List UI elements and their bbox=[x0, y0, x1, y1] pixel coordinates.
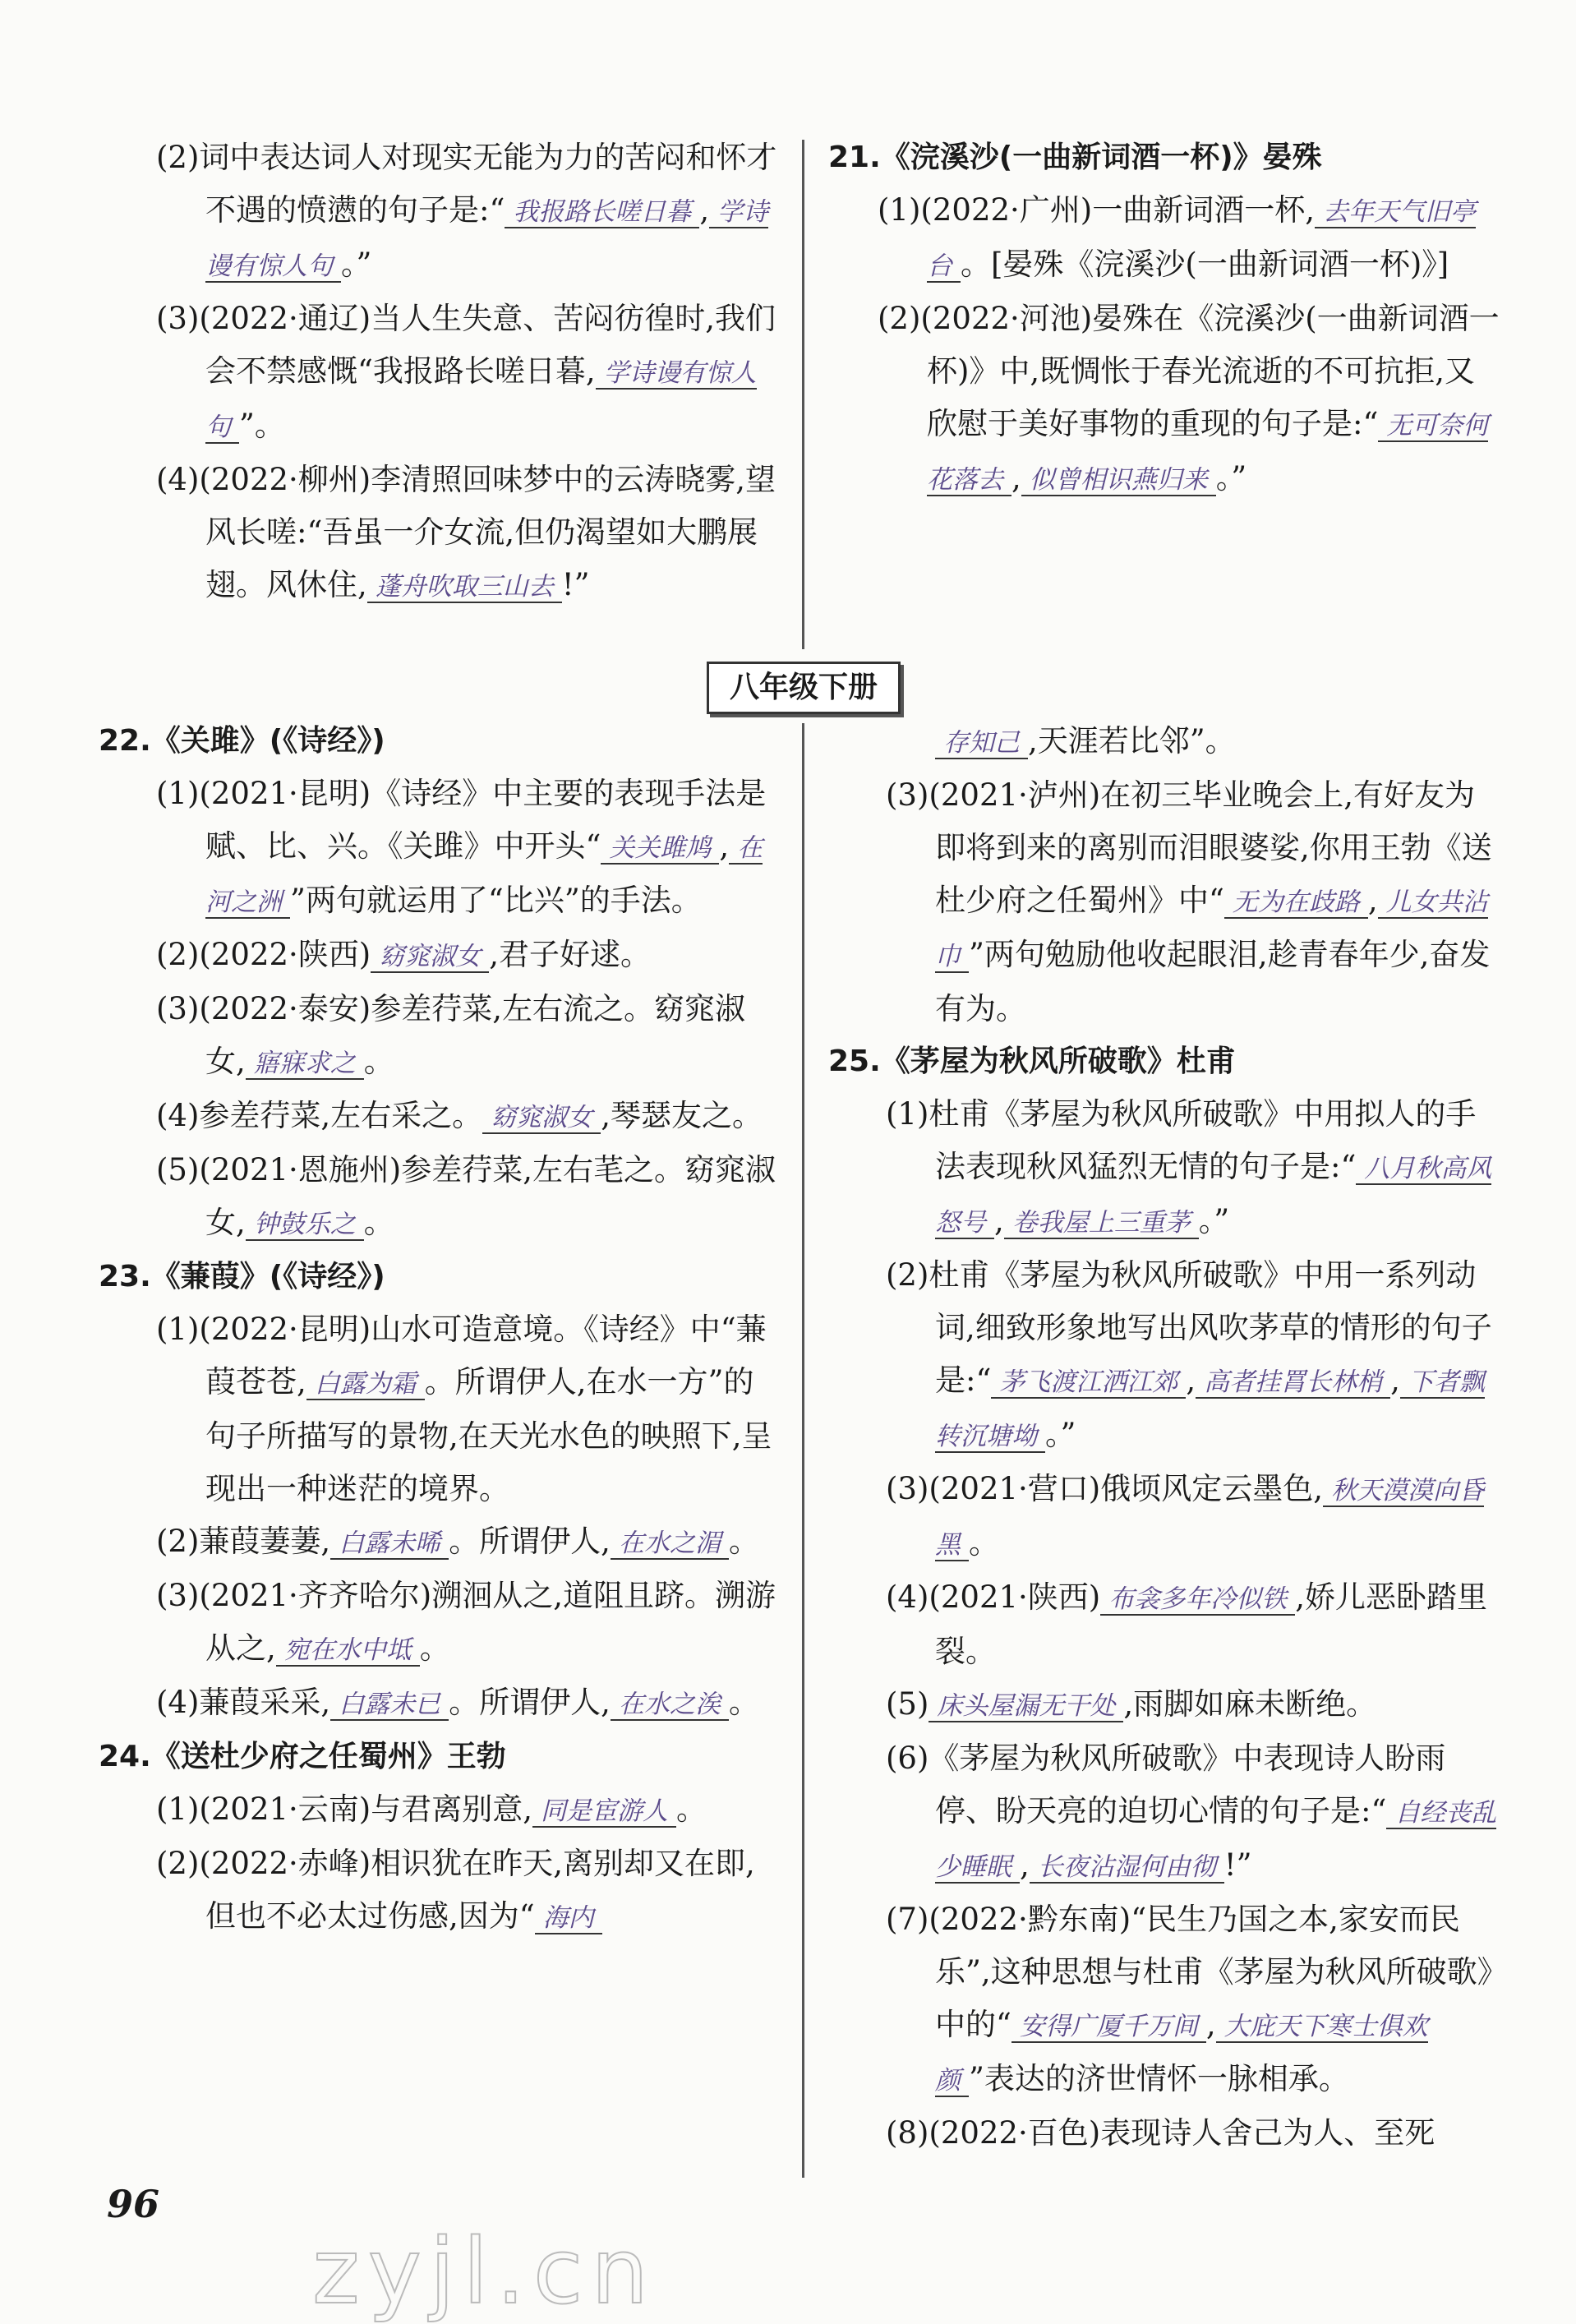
question-item: (3)(2021·泸州)在初三毕业晚会上,有好友为即将到来的离别而泪眼婆娑,你用王勃《送杜少府之任蜀州》中“ 无为在歧路 , 儿女共沾巾 ”两句勉励他收起眼泪,趁青春年少,奋发有为。 bbox=[886, 777, 1492, 1026]
section-heading: 22.《关雎》(《诗经》) bbox=[99, 724, 385, 758]
question-item: (6)《茅屋为秋风所破歌》中表现诗人盼雨停、盼天亮的迫切心情的句子是:“ 自经丧乱少睡眠 , 长夜沾湿何由彻 !” bbox=[886, 1741, 1497, 1883]
top-left-column bbox=[156, 131, 777, 613]
question-item: (3)(2021·齐齐哈尔)溯洄从之,道阻且跻。溯游从之, 宛在水中坻 。 bbox=[156, 1578, 776, 1666]
answer-blank: 下者飘转沉塘坳 bbox=[935, 1367, 1485, 1451]
watermark: zyjl.cn bbox=[312, 2219, 657, 2324]
answer-blank: 布衾多年冷似铁 bbox=[1100, 1584, 1295, 1616]
answer-blank: 在水之湄 bbox=[611, 1529, 729, 1560]
answer-blank: 似曾相识燕归来 bbox=[1021, 465, 1216, 496]
question-item: (1)(2021·云南)与君离别意, 同是宦游人 。 bbox=[156, 1791, 707, 1827]
section-heading: 25.《茅屋为秋风所破歌》杜甫 bbox=[828, 1044, 1236, 1078]
question-item: (4)蒹葭采采, 白露未已 。所谓伊人, 在水之涘 。 bbox=[156, 1685, 759, 1720]
column-divider bbox=[802, 723, 804, 2178]
answer-blank: 窈窕淑女 bbox=[482, 1103, 601, 1134]
answer-blank: 海内 bbox=[535, 1903, 602, 1934]
question-item: (2)杜甫《茅屋为秋风所破歌》中用一系列动词,细致形象地写出风吹茅草的情形的句子是:“ 茅飞渡江洒江郊 , 高者挂罥长林梢 , 下者飘转沉塘坳 。” bbox=[886, 1257, 1492, 1452]
column-divider bbox=[802, 140, 804, 649]
answer-blank: 卷我屋上三重茅 bbox=[1004, 1208, 1199, 1239]
answer-blank: 儿女共沾巾 bbox=[935, 888, 1488, 971]
question-item: (8)(2022·百色)表现诗人舍己为人、至死 bbox=[886, 2115, 1435, 2151]
answer-blank: 宛在水中坻 bbox=[276, 1635, 420, 1667]
answer-blank: 学诗谩有惊人句 bbox=[205, 358, 757, 442]
question-item: (4)参差荇菜,左右采之。 窈窕淑女 ,琴瑟友之。 bbox=[156, 1098, 763, 1133]
question-item: (3)(2021·营口)俄顷风定云墨色, 秋天漠漠向昏黑 。 bbox=[886, 1471, 1484, 1561]
answer-blank: 蓬舟吹取三山去 bbox=[367, 572, 562, 603]
bottom-right-column bbox=[828, 715, 1502, 2160]
answer-blank: 自经丧乱少睡眠 bbox=[935, 1798, 1497, 1882]
answer-blank: 茅飞渡江洒江郊 bbox=[991, 1367, 1186, 1399]
page-number: 96 bbox=[107, 2182, 160, 2226]
answer-blank: 去年天气旧亭台 bbox=[927, 197, 1476, 281]
answer-blank: 存知己 bbox=[935, 728, 1028, 759]
answer-blank: 白露为霜 bbox=[306, 1369, 425, 1400]
answer-blank: 窈窕淑女 bbox=[371, 942, 489, 973]
answer-blank: 高者挂罥长林梢 bbox=[1196, 1367, 1390, 1399]
answer-blank: 白露未晞 bbox=[330, 1529, 449, 1560]
section-heading: 21.《浣溪沙(一曲新词酒一杯)》晏殊 bbox=[828, 141, 1322, 174]
answer-blank: 在河之洲 bbox=[205, 833, 763, 917]
answer-blank: 我报路长嗟日暮 bbox=[505, 197, 699, 228]
answer-blank: 学诗谩有惊人句 bbox=[205, 197, 769, 281]
answer-blank: 寤寐求之 bbox=[246, 1049, 364, 1080]
answer-blank: 钟鼓乐之 bbox=[246, 1210, 364, 1241]
section-banner: 八年级下册 bbox=[707, 662, 901, 714]
question-item: (4)(2021·陕西) 布衾多年冷似铁 ,娇儿恶卧踏里裂。 bbox=[886, 1579, 1487, 1669]
question-item: (2)(2022·河池)晏殊在《浣溪沙(一曲新词酒一杯)》中,既惆怅于春光流逝的不可抗拒,又欣慰于美好事物的重现的句子是:“ 无可奈何花落去 , 似曾相识燕归来 。” bbox=[878, 301, 1500, 496]
answer-blank: 大庇天下寒士俱欢颜 bbox=[935, 2012, 1428, 2096]
answer-blank: 长夜沾湿何由彻 bbox=[1030, 1852, 1224, 1884]
question-item: (1)(2022·广州)一曲新词酒一杯, 去年天气旧亭台 。[晏殊《浣溪沙(一曲新词酒一杯)》] bbox=[878, 192, 1476, 282]
answer-blank: 无为在歧路 bbox=[1224, 888, 1368, 919]
answer-blank: 安得广厦千万间 bbox=[1011, 2012, 1206, 2043]
question-item: (3)(2022·通辽)当人生失意、苦闷彷徨时,我们会不禁感慨“我报路长嗟日暮, 学诗谩有惊人句 ”。 bbox=[156, 301, 776, 443]
answer-blank: 无可奈何花落去 bbox=[927, 411, 1489, 495]
question-item: (4)(2022·柳州)李清照回味梦中的云涛晓雾,望风长嗟:“吾虽一介女流,但仍渴望如大鹏展翅。风休住, 蓬舟吹取三山去 !” bbox=[156, 462, 776, 602]
question-item: (2)(2022·陕西) 窈窕淑女 ,君子好逑。 bbox=[156, 937, 651, 972]
question-item: (3)(2022·泰安)参差荇菜,左右流之。窈窕淑女, 寤寐求之 。 bbox=[156, 991, 745, 1079]
question-item: (2)蒹葭萋萋, 白露未晞 。所谓伊人, 在水之湄 。 bbox=[156, 1524, 759, 1559]
question-item: (1)(2021·昆明)《诗经》中主要的表现手法是赋、比、兴。《关雎》中开头“ 关关雎鸠 , 在河之洲 ”两句就运用了“比兴”的手法。 bbox=[156, 776, 767, 918]
answer-blank: 关关雎鸠 bbox=[601, 833, 719, 865]
question-item: (5)(2021·恩施州)参差荇菜,左右芼之。窈窕淑女, 钟鼓乐之 。 bbox=[156, 1152, 776, 1240]
question-item: 存知己 ,天涯若比邻”。 bbox=[935, 715, 1502, 769]
section-heading: 23.《蒹葭》(《诗经》) bbox=[99, 1260, 385, 1293]
question-item: (2)词中表达词人对现实无能为力的苦闷和怀才不遇的愤懑的句子是:“ 我报路长嗟日暮 , 学诗谩有惊人句 。” bbox=[156, 140, 777, 282]
section-heading: 24.《送杜少府之任蜀州》王勃 bbox=[99, 1740, 506, 1773]
answer-blank: 在水之涘 bbox=[611, 1690, 729, 1721]
question-item: (2)(2022·赤峰)相识犹在昨天,离别却又在即,但也不必太过伤感,因为“ 海内 bbox=[156, 1846, 755, 1934]
answer-blank: 同是宦游人 bbox=[532, 1796, 676, 1828]
bottom-left-column bbox=[99, 715, 777, 1944]
question-item: (7)(2022·黔东南)“民生乃国之本,家安而民乐”,这种思想与杜甫《茅屋为秋风所破歌》中的“ 安得广厦千万间 , 大庇天下寒士俱欢颜 ”表达的济世情怀一脉相承。 bbox=[886, 1902, 1493, 2096]
question-item: (1)杜甫《茅屋为秋风所破歌》中用拟人的手法表现秋风猛烈无情的句子是:“ 八月秋高风怒号 , 卷我屋上三重茅 。” bbox=[886, 1096, 1492, 1238]
top-right-column bbox=[828, 131, 1502, 506]
answer-blank: 秋天漠漠向昏黑 bbox=[935, 1476, 1484, 1560]
question-item: (1)(2022·昆明)山水可造意境。《诗经》中“蒹葭苍苍, 白露为霜 。所谓伊人,在水一方”的句子所描写的景物,在天光水色的映照下,呈现出一种迷茫的境界。 bbox=[156, 1312, 772, 1506]
answer-blank: 八月秋高风怒号 bbox=[935, 1154, 1492, 1238]
question-item: (5) 床头屋漏无干处 ,雨脚如麻未断绝。 bbox=[886, 1686, 1377, 1722]
answer-blank: 白露未已 bbox=[330, 1690, 449, 1721]
answer-blank: 床头屋漏无干处 bbox=[929, 1691, 1123, 1722]
